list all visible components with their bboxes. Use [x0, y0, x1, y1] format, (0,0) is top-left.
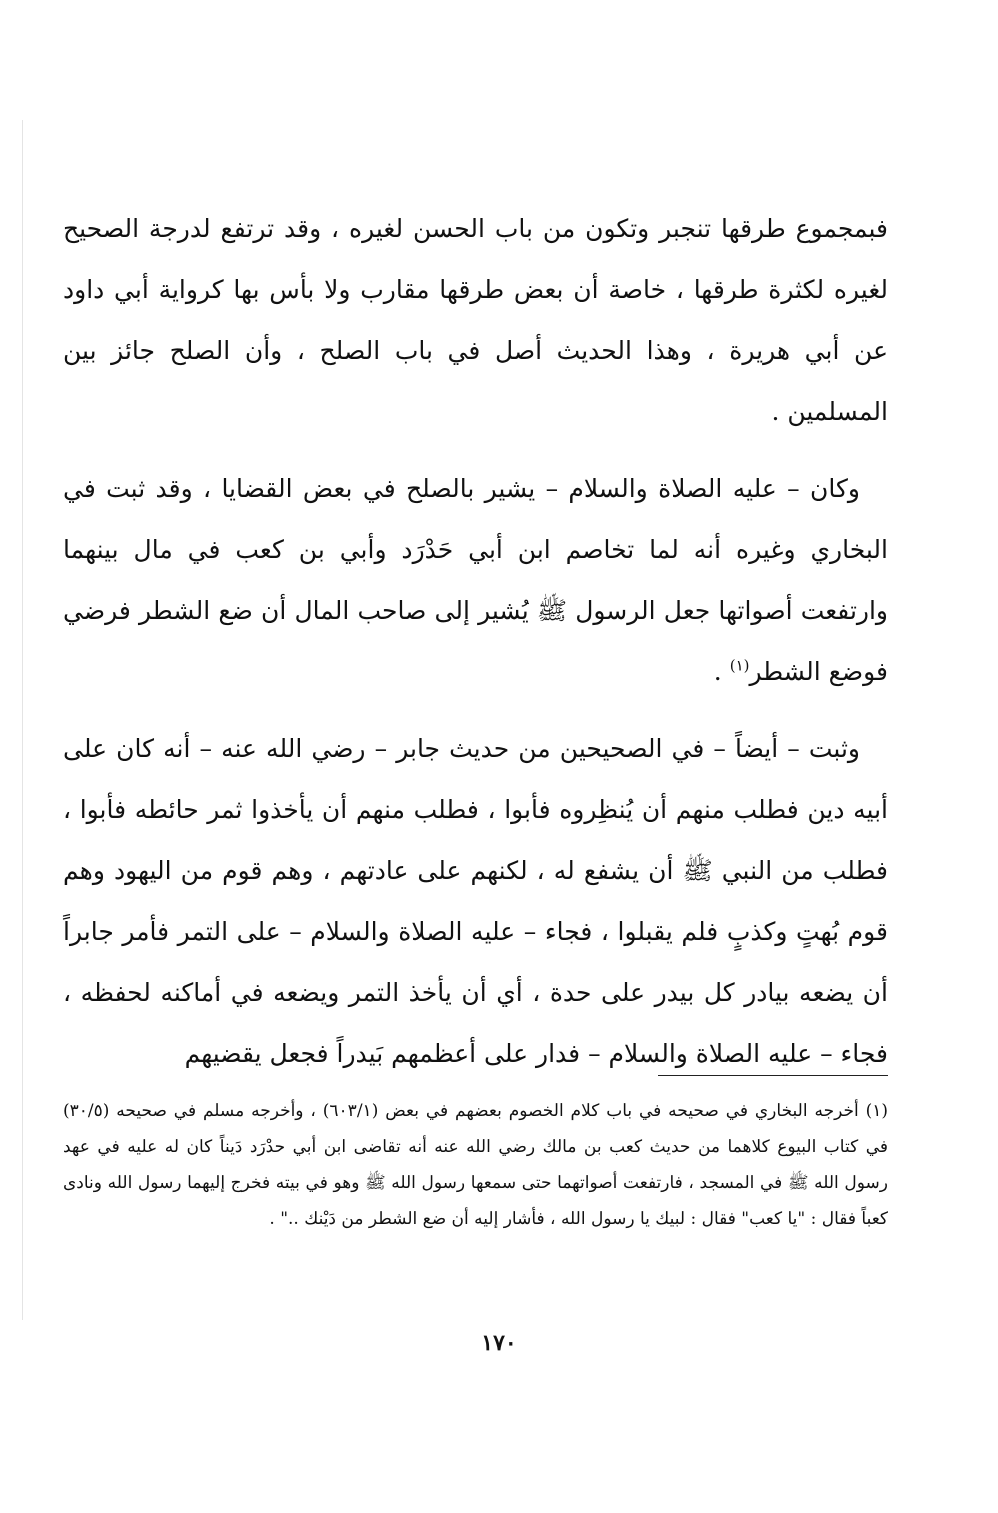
page-number: ١٧٠: [481, 1330, 517, 1356]
scan-margin-line: [22, 120, 23, 1320]
paragraph-3-text: وثبت – أيضاً – في الصحيحين من حديث جابر – رضي الله عنه – أنه كان على أبيه دين فطلب منهم أن يُنظِروه فأبوا ، فطلب منهم أن يأخذوا ثمر حائطه فأبوا ، فطلب من النبي ﷺ أن يشفع له ، لكنهم على عادتهم ، وهم قوم من اليهود وهم قوم بُهتٍ وكذبٍ فلم يقبلوا ، فجاء – عليه الصلاة والسلام – على التمر فأمر جابراً أن يضعه بيادر كل بيدر على حدة ، أي أن يأخذ التمر ويضعه في أماكنه لحفظه ، فجاء – عليه الصلاة والسلام – فدار على أعظمهم بَيدراً فجعل يقضيهم: [63, 734, 888, 1068]
footnote-reference: (١): [729, 656, 750, 675]
paragraph-1: [63, 198, 888, 442]
footnote-separator: [658, 1075, 888, 1076]
footnote-1: (١) أخرجه البخاري في صحيحه في باب كلام الخصوم بعضهم في بعض (٦٠٣/١) ، وأخرجه مسلم في صحيحه (٣٠/٥) في كتاب البيوع كلاهما من حديث كعب بن مالك رضي الله عنه أنه تقاضى ابن أبي حدْرَد دَيناً كان له عليه في عهد رسول الله ﷺ في المسجد ، فارتفعت أصواتهما حتى سمعها رسول الله ﷺ وهو في بيته فخرج إليهما رسول الله ونادى كعباً فقال : "يا كعب" فقال : لبيك يا رسول الله ، فأشار إليه أن ضع الشطر من دَيْنك .." .: [63, 1101, 888, 1229]
paragraph-2: [63, 458, 888, 702]
paragraph-3: [63, 718, 888, 1084]
main-text: [63, 198, 888, 1084]
paragraph-1-text: فبمجموع طرقها تنجبر وتكون من باب الحسن لغيره ، وقد ترتفع لدرجة الصحيح لغيره لكثرة طرقها ، خاصة أن بعض طرقها مقارب ولا بأس بها كرواية أبي داود عن أبي هريرة ، وهذا الحديث أصل في باب الصلح ، وأن الصلح جائز بين المسلمين .: [63, 214, 888, 426]
paragraph-2-text: وكان – عليه الصلاة والسلام – يشير بالصلح في بعض القضايا ، وقد ثبت في البخاري وغيره أنه لما تخاصم ابن أبي حَدْرَد وأبي بن كعب في مال بينهما وارتفعت أصواتها جعل الرسول ﷺ يُشير إلى صاحب المال أن ضع الشطر فرضي فوضع الشطر: [63, 474, 888, 686]
paragraph-2-tail: .: [713, 657, 730, 686]
footnotes: [63, 1093, 888, 1237]
